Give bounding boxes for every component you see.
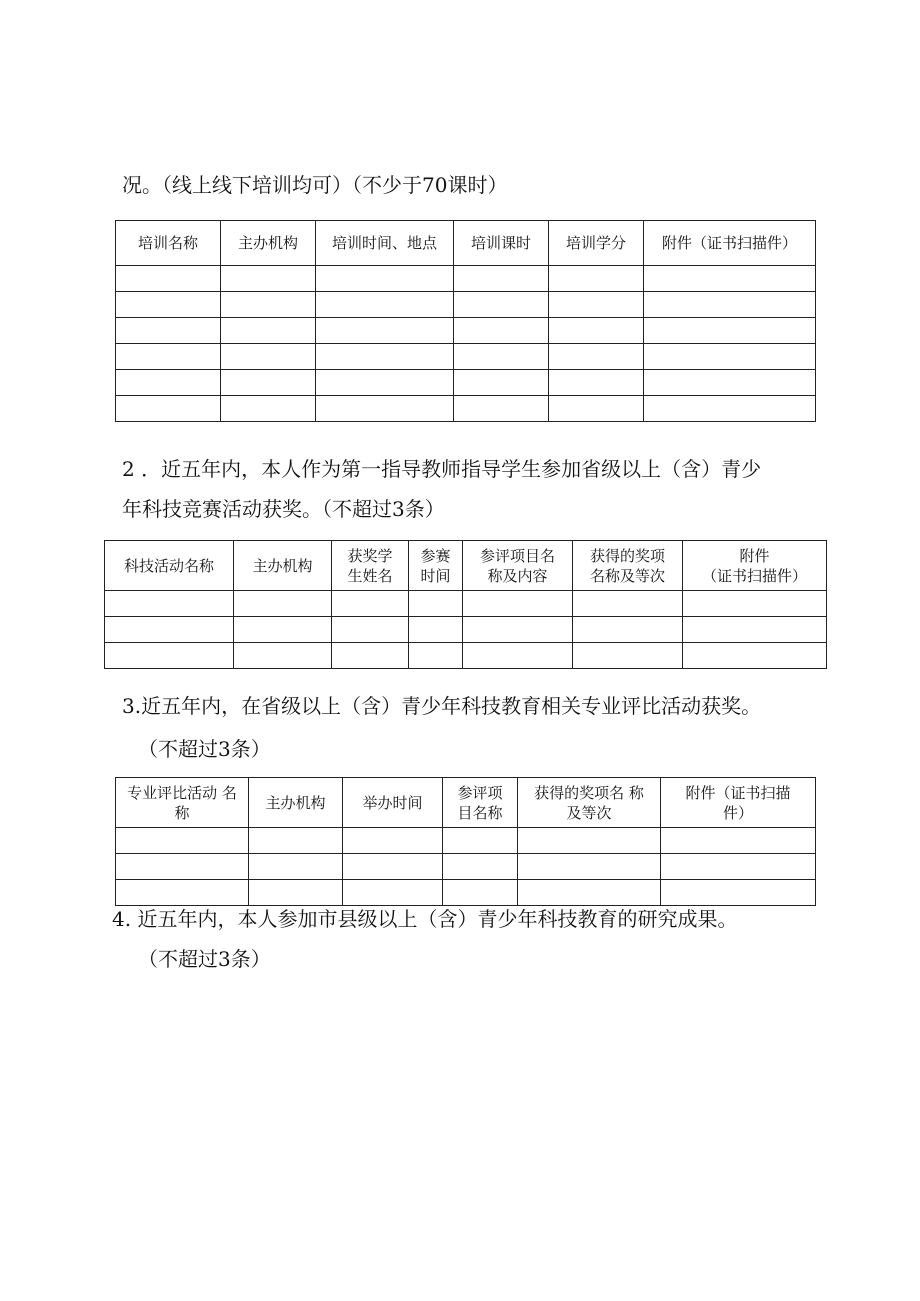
input-cell[interactable] (409, 643, 463, 669)
section4-line2: （不超过3条） (138, 947, 271, 971)
input-cell[interactable] (234, 643, 332, 669)
table-row (116, 880, 816, 906)
input-cell[interactable] (683, 643, 827, 669)
input-cell[interactable] (221, 396, 316, 422)
header-credits: 培训学分 (549, 221, 644, 266)
input-cell[interactable] (549, 370, 644, 396)
table-row (116, 266, 816, 292)
input-cell[interactable] (116, 828, 249, 854)
competition-table (104, 540, 827, 669)
input-cell[interactable] (316, 344, 454, 370)
input-cell[interactable] (463, 643, 573, 669)
input-cell[interactable] (249, 828, 343, 854)
input-cell[interactable] (234, 617, 332, 643)
header-organizer: 主办机构 (234, 541, 332, 591)
input-cell[interactable] (573, 643, 683, 669)
input-cell[interactable] (116, 318, 221, 344)
input-cell[interactable] (116, 880, 249, 906)
input-cell[interactable] (549, 292, 644, 318)
input-cell[interactable] (549, 266, 644, 292)
input-cell[interactable] (661, 854, 816, 880)
input-cell[interactable] (116, 344, 221, 370)
input-cell[interactable] (409, 591, 463, 617)
input-cell[interactable] (573, 617, 683, 643)
input-cell[interactable] (316, 318, 454, 344)
input-cell[interactable] (332, 591, 409, 617)
table-header-row (116, 221, 816, 266)
header-student-name: 获奖学 生姓名 (332, 541, 409, 591)
input-cell[interactable] (454, 370, 549, 396)
section2-line1: 2 ．近五年内，本人作为第一指导教师指导学生参加省级以上（含）青少 (122, 457, 762, 481)
header-evaluation-name: 专业评比活动 名 称 (116, 778, 249, 828)
table-header-row (105, 541, 827, 591)
section4-line1: 4. 近五年内，本人参加市县级以上（含）青少年科技教育的研究成果。 (112, 907, 738, 931)
training-table (115, 220, 816, 422)
input-cell[interactable] (549, 396, 644, 422)
input-cell[interactable] (343, 880, 443, 906)
table-row (105, 617, 827, 643)
header-training-name: 培训名称 (116, 221, 221, 266)
input-cell[interactable] (661, 880, 816, 906)
header-award-level: 获得的奖项名 称 及等次 (518, 778, 661, 828)
input-cell[interactable] (105, 617, 234, 643)
header-organizer: 主办机构 (249, 778, 343, 828)
header-project-name: 参评项目名 称及内容 (463, 541, 573, 591)
input-cell[interactable] (644, 318, 816, 344)
input-cell[interactable] (316, 266, 454, 292)
input-cell[interactable] (644, 370, 816, 396)
input-cell[interactable] (221, 266, 316, 292)
input-cell[interactable] (683, 591, 827, 617)
header-project-name: 参评项 目名称 (443, 778, 518, 828)
table-row (116, 828, 816, 854)
input-cell[interactable] (454, 344, 549, 370)
input-cell[interactable] (332, 617, 409, 643)
header-award-level: 获得的奖项 名称及等次 (573, 541, 683, 591)
input-cell[interactable] (644, 396, 816, 422)
input-cell[interactable] (116, 396, 221, 422)
input-cell[interactable] (454, 266, 549, 292)
input-cell[interactable] (116, 854, 249, 880)
input-cell[interactable] (549, 344, 644, 370)
table-row (116, 344, 816, 370)
input-cell[interactable] (316, 292, 454, 318)
header-held-time: 举办时间 (343, 778, 443, 828)
input-cell[interactable] (221, 318, 316, 344)
input-cell[interactable] (221, 370, 316, 396)
input-cell[interactable] (443, 880, 518, 906)
header-attachment: 附件（证书扫描件） (644, 221, 816, 266)
table-row (116, 370, 816, 396)
input-cell[interactable] (116, 292, 221, 318)
evaluation-table (115, 777, 816, 906)
input-cell[interactable] (443, 828, 518, 854)
table-header-row (116, 778, 816, 828)
input-cell[interactable] (409, 617, 463, 643)
input-cell[interactable] (105, 591, 234, 617)
input-cell[interactable] (644, 266, 816, 292)
input-cell[interactable] (518, 828, 661, 854)
input-cell[interactable] (454, 396, 549, 422)
table-row (105, 643, 827, 669)
input-cell[interactable] (249, 854, 343, 880)
header-competition-time: 参赛 时间 (409, 541, 463, 591)
input-cell[interactable] (463, 591, 573, 617)
input-cell[interactable] (644, 292, 816, 318)
input-cell[interactable] (683, 617, 827, 643)
table-row (116, 318, 816, 344)
input-cell[interactable] (249, 880, 343, 906)
header-attachment: 附件 （证书扫描件） (683, 541, 827, 591)
header-hours: 培训课时 (454, 221, 549, 266)
table-row (116, 292, 816, 318)
header-time-place: 培训时间、地点 (316, 221, 454, 266)
input-cell[interactable] (105, 643, 234, 669)
input-cell[interactable] (454, 318, 549, 344)
table-row (116, 854, 816, 880)
section1-intro: 况。（线上线下培训均可）（不少于70课时） (122, 173, 508, 197)
header-activity-name: 科技活动名称 (105, 541, 234, 591)
input-cell[interactable] (343, 854, 443, 880)
input-cell[interactable] (644, 344, 816, 370)
input-cell[interactable] (234, 591, 332, 617)
table-row (116, 396, 816, 422)
input-cell[interactable] (463, 617, 573, 643)
section2-line2: 年科技竞赛活动获奖。（不超过3条） (122, 497, 445, 521)
input-cell[interactable] (661, 828, 816, 854)
section3-line2: （不超过3条） (138, 737, 271, 761)
section3-line1: 3.近五年内，在省级以上（含）青少年科技教育相关专业评比活动获奖。 (122, 694, 762, 718)
input-cell[interactable] (116, 266, 221, 292)
input-cell[interactable] (518, 854, 661, 880)
input-cell[interactable] (549, 318, 644, 344)
input-cell[interactable] (221, 344, 316, 370)
input-cell[interactable] (454, 292, 549, 318)
input-cell[interactable] (573, 591, 683, 617)
input-cell[interactable] (332, 643, 409, 669)
header-attachment: 附件（证书扫描 件） (661, 778, 816, 828)
input-cell[interactable] (316, 396, 454, 422)
table-row (105, 591, 827, 617)
input-cell[interactable] (443, 854, 518, 880)
input-cell[interactable] (316, 370, 454, 396)
input-cell[interactable] (343, 828, 443, 854)
input-cell[interactable] (116, 370, 221, 396)
input-cell[interactable] (221, 292, 316, 318)
input-cell[interactable] (518, 880, 661, 906)
header-organizer: 主办机构 (221, 221, 316, 266)
